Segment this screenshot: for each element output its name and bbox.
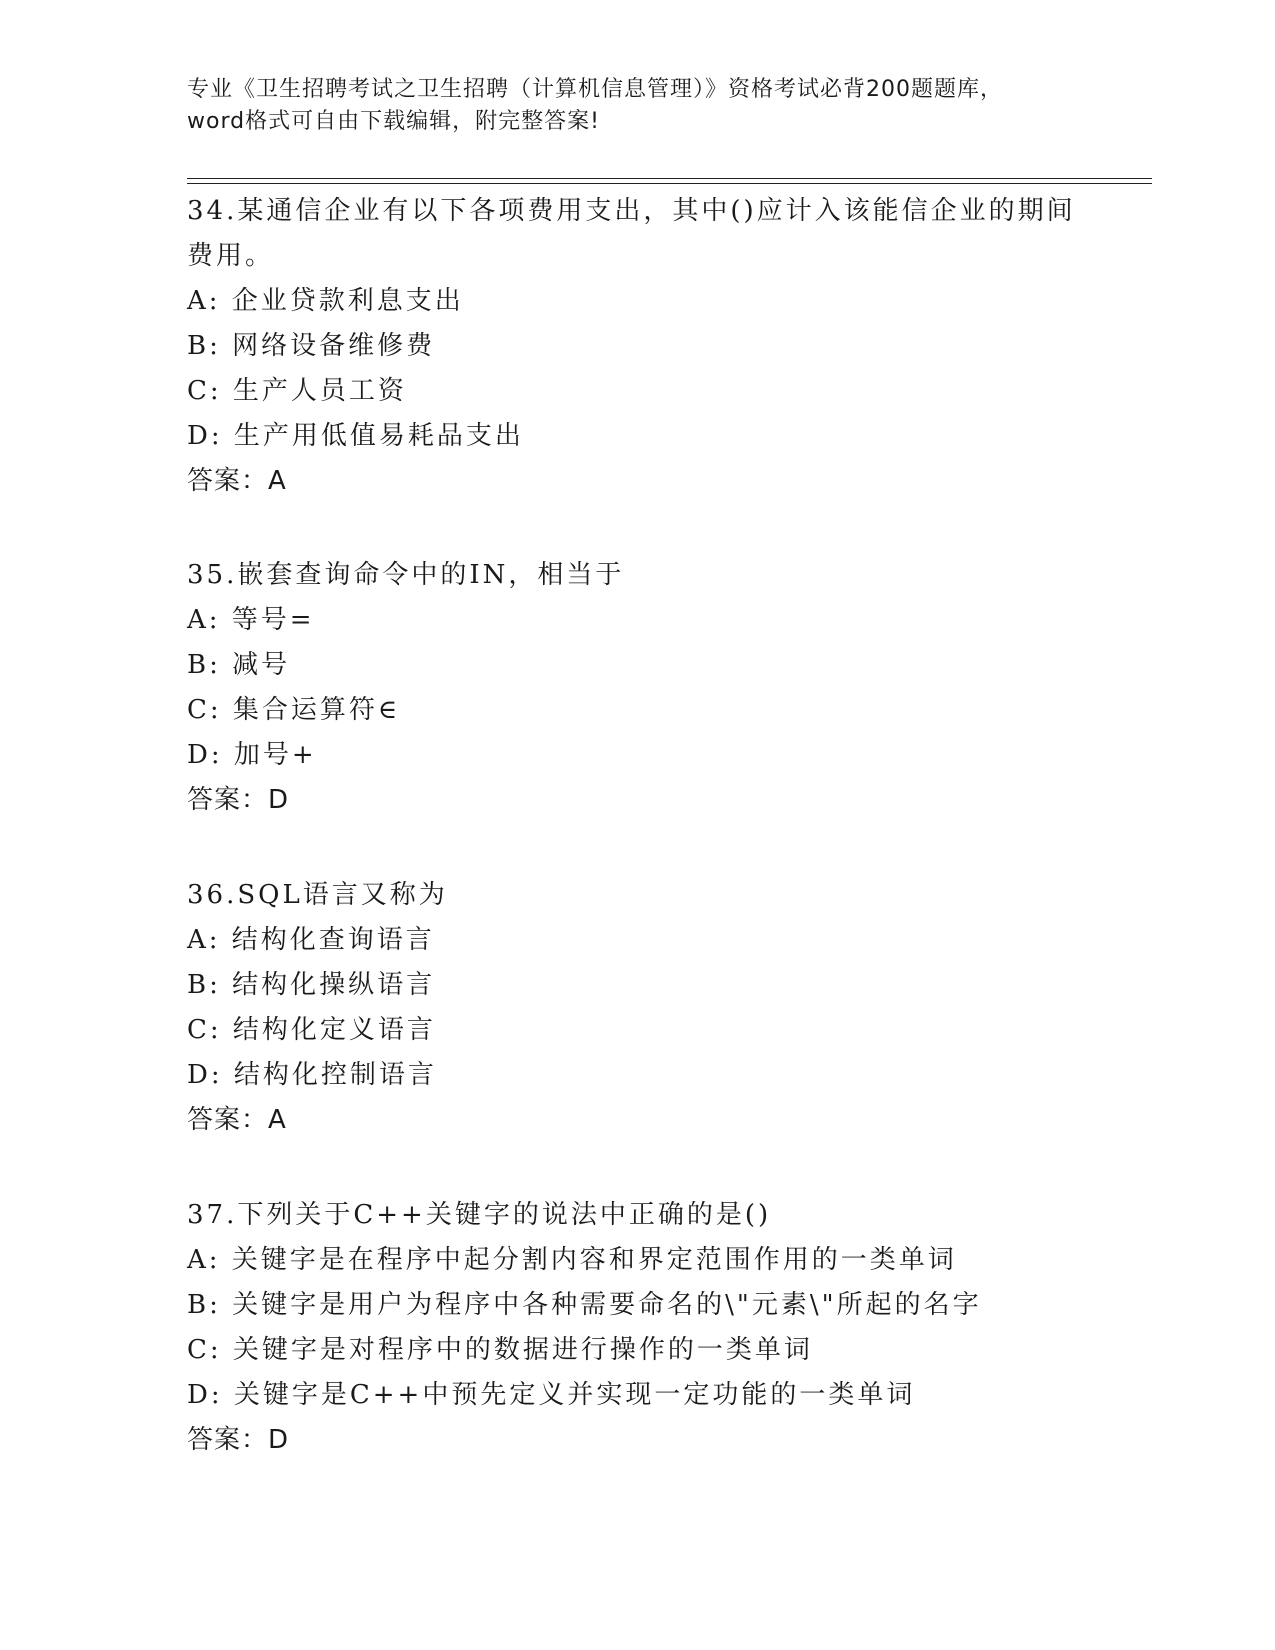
option-c: C: 生产人员工资 xyxy=(187,376,407,406)
option-d: D: 生产用低值易耗品支出 xyxy=(187,421,524,451)
option-b: B: 结构化操纵语言 xyxy=(187,970,436,1000)
header-line-1: 专业《卫生招聘考试之卫生招聘（计算机信息管理）》资格考试必背200题题库， xyxy=(187,77,1003,102)
option-a: A: 结构化查询语言 xyxy=(187,925,435,955)
header-divider-bottom xyxy=(187,183,1152,184)
answer: 答案：A xyxy=(187,1105,287,1135)
answer: 答案：A xyxy=(187,466,287,496)
header-line-2: word格式可自由下载编辑，附完整答案! xyxy=(187,109,600,134)
option-a: A: 关键字是在程序中起分割内容和界定范围作用的一类单词 xyxy=(187,1245,957,1275)
option-b: B: 关键字是用户为程序中各种需要命名的\"元素\"所起的名字 xyxy=(187,1290,982,1320)
option-c: C: 结构化定义语言 xyxy=(187,1015,436,1045)
document-header xyxy=(187,74,1087,138)
option-b: B: 网络设备维修费 xyxy=(187,331,436,361)
option-a: A: 等号= xyxy=(187,605,315,635)
question-stem: 37.下列关于C++关键字的说法中正确的是() xyxy=(187,1200,772,1230)
answer: 答案：D xyxy=(187,785,290,815)
question-37 xyxy=(187,1193,1107,1463)
question-stem: 36.SQL语言又称为 xyxy=(187,880,448,910)
question-stem: 35.嵌套查询命令中的IN，相当于 xyxy=(187,560,625,590)
option-a: A: 企业贷款利息支出 xyxy=(187,286,464,316)
question-35 xyxy=(187,553,1107,823)
option-d: D: 关键字是C++中预先定义并实现一定功能的一类单词 xyxy=(187,1380,916,1410)
question-stem: 34.某通信企业有以下各项费用支出，其中()应计入该能信企业的期间 xyxy=(187,196,1076,226)
answer: 答案：D xyxy=(187,1425,290,1455)
option-c: C: 关键字是对程序中的数据进行操作的一类单词 xyxy=(187,1335,813,1365)
question-stem-continued: 费用。 xyxy=(187,241,275,271)
question-36 xyxy=(187,873,1107,1143)
question-34 xyxy=(187,189,1107,504)
option-d: D: 加号+ xyxy=(187,740,317,770)
option-b: B: 减号 xyxy=(187,650,291,680)
header-divider-top xyxy=(187,178,1152,179)
option-c: C: 集合运算符∈ xyxy=(187,695,401,725)
option-d: D: 结构化控制语言 xyxy=(187,1060,437,1090)
